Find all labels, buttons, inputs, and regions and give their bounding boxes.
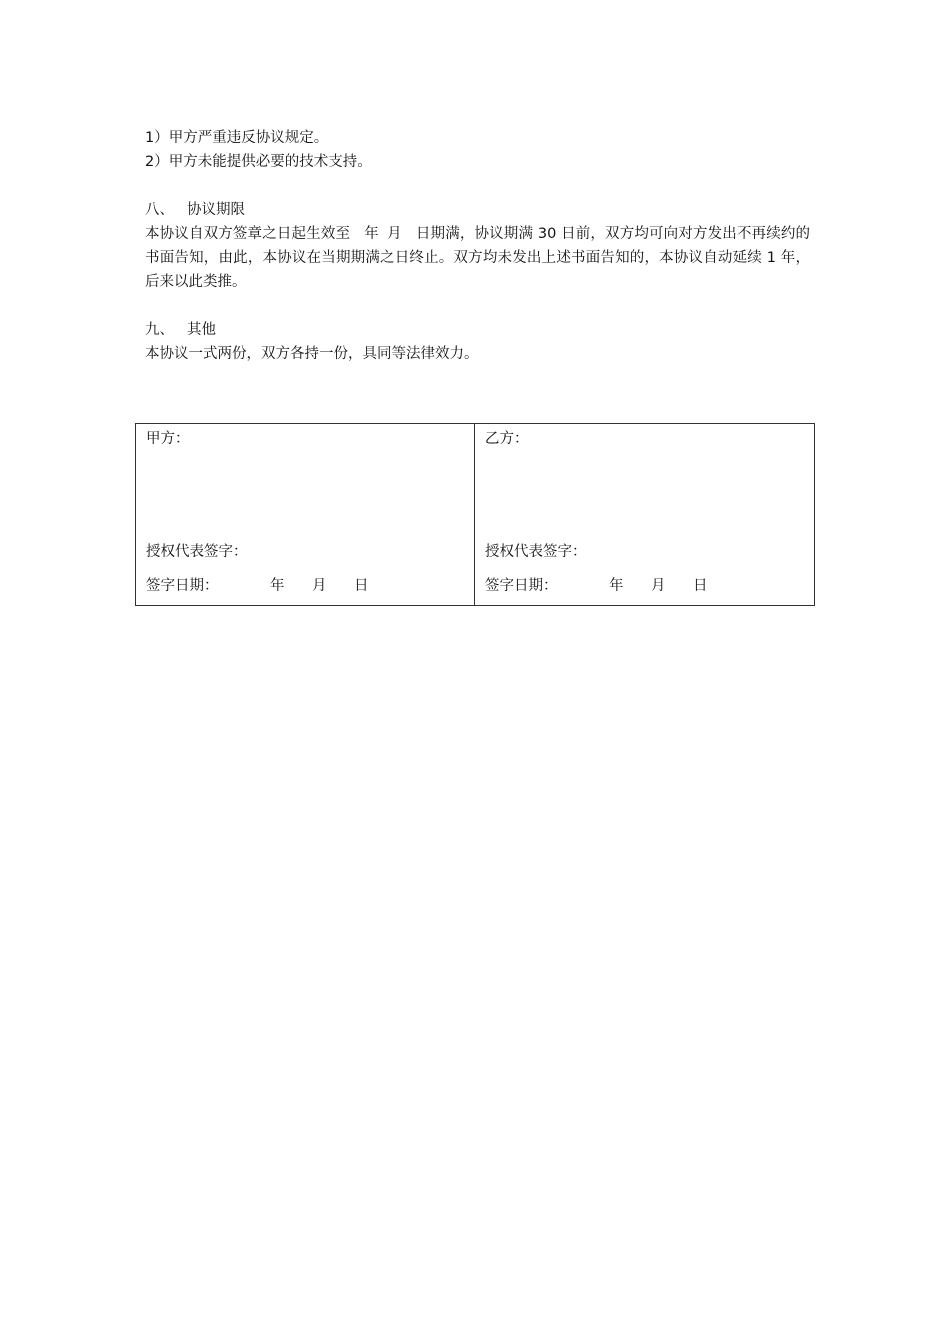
- party-a-rep-label: 授权代表签字：: [146, 544, 248, 560]
- spacer: [145, 294, 813, 318]
- section-8-paragraph: [145, 222, 810, 294]
- party-b-day: 日: [693, 578, 708, 594]
- party-a-year: 年: [270, 578, 285, 594]
- party-b-label: 乙方：: [485, 431, 529, 447]
- signature-cell-party-a: [136, 424, 475, 605]
- section-9-paragraph: 本协议一式两份，双方各持一份，具同等法律效力。: [145, 346, 479, 362]
- spacer: [145, 174, 813, 198]
- party-a-date-row: [146, 574, 369, 598]
- section-8-year: 年: [364, 226, 379, 242]
- signature-cell-party-b: [475, 424, 814, 605]
- termination-item-2: 2）甲方未能提供必要的技术支持。: [145, 154, 372, 170]
- party-a-day: 日: [354, 578, 369, 594]
- party-b-date-row: [485, 574, 708, 598]
- section-8-heading: [145, 198, 813, 222]
- party-b-date-label: 签字日期：: [485, 578, 558, 594]
- signature-table: [135, 423, 815, 606]
- section-9-heading: [145, 318, 813, 342]
- party-a-label: 甲方：: [146, 431, 190, 447]
- section-9-title: 其他: [187, 322, 216, 338]
- section-8-number: 八、: [145, 202, 174, 218]
- party-b-year: 年: [609, 578, 624, 594]
- section-8-month: 月: [386, 226, 402, 242]
- section-9-number: 九、: [145, 322, 174, 338]
- party-b-rep-label: 授权代表签字：: [485, 544, 587, 560]
- section-8-text-a: 本协议自双方签章之日起生效至: [145, 226, 351, 242]
- party-b-month: 月: [651, 578, 666, 594]
- party-a-date-label: 签字日期：: [146, 578, 219, 594]
- section-8-text-b: 日期满，协议期满 30 日前，双方均可向对方发出不再续约的书面告知，由此，本协议在当期期满之日终止。双方均未发出上述书面告知的，本协议自动延续 1 年，后来以此类推。: [145, 226, 811, 290]
- document-body: [145, 126, 813, 366]
- termination-item-1: 1）甲方严重违反协议规定。: [145, 130, 329, 146]
- section-8-title: 协议期限: [187, 202, 245, 218]
- party-a-month: 月: [312, 578, 327, 594]
